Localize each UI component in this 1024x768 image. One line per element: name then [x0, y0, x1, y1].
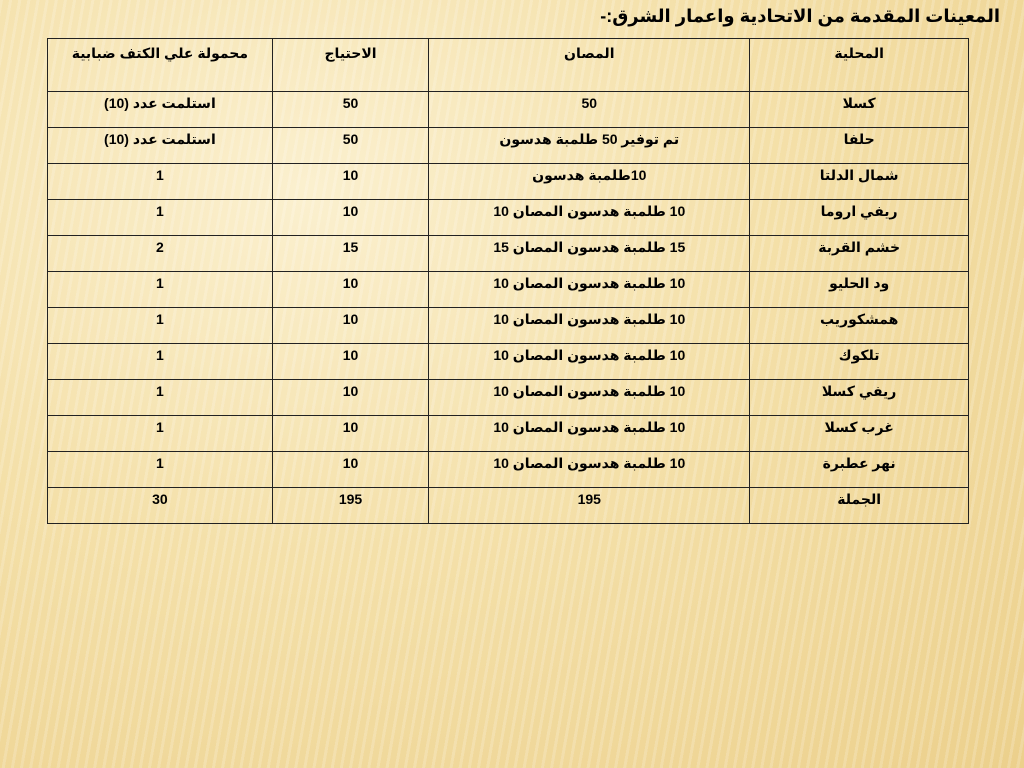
cell-maintained: تم توفير 50 طلمبة هدسون	[429, 128, 750, 164]
cell-locality: كسلا	[750, 92, 969, 128]
table-total-row	[48, 488, 969, 524]
header-locality: المحلية	[750, 39, 969, 92]
header-shoulder-carried: محمولة علي الكتف ضبابية	[48, 39, 273, 92]
table-row	[48, 164, 969, 200]
cell-shoulder-carried: 1	[48, 164, 273, 200]
cell-shoulder-carried: 1	[48, 344, 273, 380]
table-row	[48, 128, 969, 164]
header-maintained: المصان	[429, 39, 750, 92]
cell-shoulder-carried: 1	[48, 272, 273, 308]
cell-need: 10	[272, 380, 429, 416]
cell-total-maintained: 195	[429, 488, 750, 524]
cell-total-need: 195	[272, 488, 429, 524]
table-row	[48, 200, 969, 236]
cell-need: 10	[272, 308, 429, 344]
table-row	[48, 272, 969, 308]
cell-shoulder-carried: استلمت عدد (10)	[48, 92, 273, 128]
cell-maintained: 10 طلمبة هدسون المصان 10	[429, 380, 750, 416]
cell-need: 50	[272, 128, 429, 164]
cell-total-label: الجملة	[750, 488, 969, 524]
cell-need: 50	[272, 92, 429, 128]
header-need: الاحتياج	[272, 39, 429, 92]
cell-maintained: 10 طلمبة هدسون المصان 10	[429, 452, 750, 488]
table-header-row	[48, 39, 969, 92]
table-row	[48, 236, 969, 272]
cell-locality: خشم القربة	[750, 236, 969, 272]
cell-maintained: 10 طلمبة هدسون المصان 10	[429, 308, 750, 344]
cell-locality: نهر عطبرة	[750, 452, 969, 488]
cell-locality: شمال الدلتا	[750, 164, 969, 200]
cell-maintained: 10 طلمبة هدسون المصان 10	[429, 416, 750, 452]
assistance-table	[47, 38, 969, 524]
cell-shoulder-carried: 1	[48, 308, 273, 344]
table-row	[48, 308, 969, 344]
table-row	[48, 452, 969, 488]
cell-locality: ود الحليو	[750, 272, 969, 308]
cell-shoulder-carried: استلمت عدد (10)	[48, 128, 273, 164]
cell-need: 10	[272, 416, 429, 452]
cell-total-shoulder-carried: 30	[48, 488, 273, 524]
cell-shoulder-carried: 1	[48, 416, 273, 452]
cell-need: 10	[272, 452, 429, 488]
slide-title: المعينات المقدمة من الاتحادية واعمار الشرق:-	[600, 6, 1000, 26]
cell-locality: تلكوك	[750, 344, 969, 380]
table-row	[48, 416, 969, 452]
cell-shoulder-carried: 1	[48, 452, 273, 488]
cell-maintained: 10طلمبة هدسون	[429, 164, 750, 200]
table-row	[48, 344, 969, 380]
table-row	[48, 380, 969, 416]
cell-need: 10	[272, 200, 429, 236]
cell-maintained: 10 طلمبة هدسون المصان 10	[429, 344, 750, 380]
table-row	[48, 92, 969, 128]
cell-shoulder-carried: 1	[48, 200, 273, 236]
cell-maintained: 10 طلمبة هدسون المصان 10	[429, 272, 750, 308]
cell-locality: همشكوريب	[750, 308, 969, 344]
cell-locality: ريفي كسلا	[750, 380, 969, 416]
cell-maintained: 15 طلمبة هدسون المصان 15	[429, 236, 750, 272]
table-body	[48, 39, 969, 524]
cell-shoulder-carried: 1	[48, 380, 273, 416]
cell-need: 15	[272, 236, 429, 272]
cell-need: 10	[272, 164, 429, 200]
cell-locality: غرب كسلا	[750, 416, 969, 452]
cell-need: 10	[272, 272, 429, 308]
cell-shoulder-carried: 2	[48, 236, 273, 272]
cell-locality: ريفي اروما	[750, 200, 969, 236]
cell-maintained: 10 طلمبة هدسون المصان 10	[429, 200, 750, 236]
cell-maintained: 50	[429, 92, 750, 128]
cell-need: 10	[272, 344, 429, 380]
cell-locality: حلفا	[750, 128, 969, 164]
